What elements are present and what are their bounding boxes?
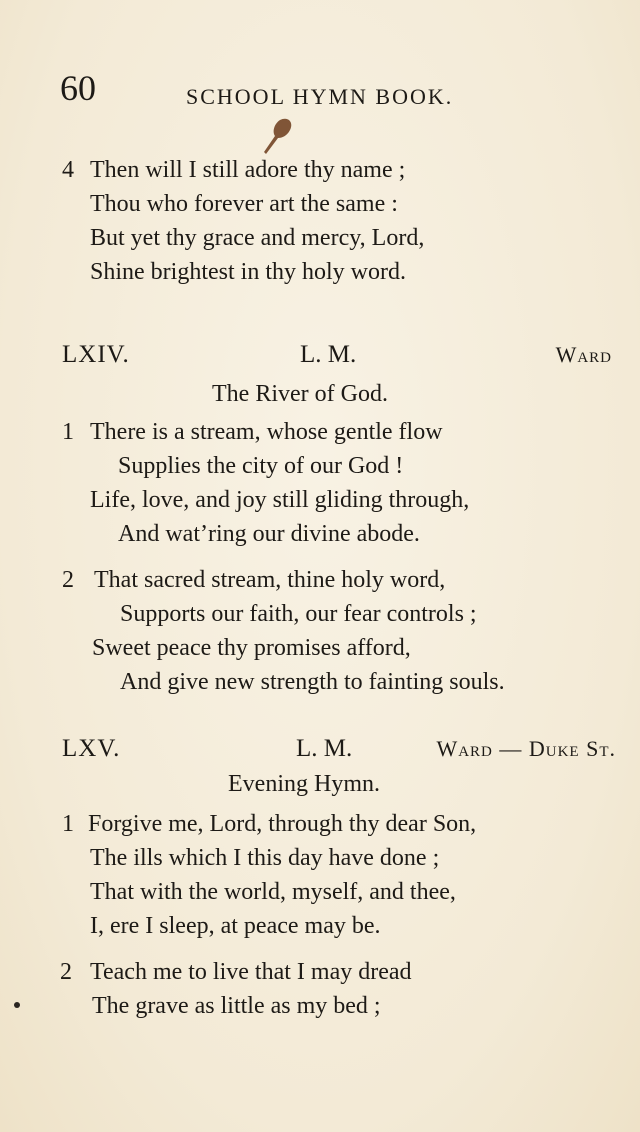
- verse-line: Then will I still adore thy name ;: [90, 157, 406, 183]
- verse-line: Sweet peace thy promises afford,: [92, 635, 411, 661]
- verse-line: That with the world, myself, and thee,: [90, 879, 456, 905]
- hymn-number: LXV.: [62, 735, 121, 762]
- verse-number: 1: [62, 419, 74, 445]
- verse-number: 2: [62, 567, 74, 593]
- verse-line: And wat’ring our divine abode.: [118, 521, 420, 547]
- verse-line: Supports our faith, our fear controls ;: [120, 601, 477, 627]
- ink-speck-mark: [12, 1000, 22, 1010]
- verse-line: That sacred stream, thine holy word,: [94, 567, 446, 593]
- verse-line: Life, love, and joy still gliding through,: [90, 487, 470, 513]
- page-number: 60: [60, 68, 96, 108]
- hymn-tune: Ward: [555, 342, 612, 367]
- verse-line: There is a stream, whose gentle flow: [90, 419, 443, 445]
- verse-line: I, ere I sleep, at peace may be.: [90, 913, 381, 939]
- hymn-title: The River of God.: [212, 381, 388, 407]
- ink-blot-mark: [258, 114, 298, 158]
- verse-line: The grave as little as my bed ;: [92, 993, 381, 1019]
- hymn-tune: Ward — Duke St.: [436, 736, 616, 761]
- verse-line: Supplies the city of our God !: [118, 453, 404, 479]
- verse-line: But yet thy grace and mercy, Lord,: [90, 225, 425, 251]
- verse-number: 1: [62, 811, 74, 837]
- verse-line: And give new strength to fainting souls.: [120, 669, 505, 695]
- verse-line: Teach me to live that I may dread: [90, 959, 412, 985]
- verse-line: The ills which I this day have done ;: [90, 845, 440, 871]
- hymn-number: LXIV.: [62, 341, 130, 368]
- verse-line: Thou who forever art the same :: [90, 191, 398, 217]
- hymn-title: Evening Hymn.: [228, 771, 380, 797]
- verse-line: Forgive me, Lord, through thy dear Son,: [88, 811, 477, 837]
- hymn-meter: L. M.: [296, 735, 353, 762]
- verse-number: 2: [60, 959, 72, 985]
- verse-number: 4: [62, 157, 74, 183]
- running-head: SCHOOL HYMN BOOK.: [186, 84, 454, 109]
- hymn-meter: L. M.: [300, 341, 357, 368]
- verse-line: Shine brightest in thy holy word.: [90, 259, 406, 285]
